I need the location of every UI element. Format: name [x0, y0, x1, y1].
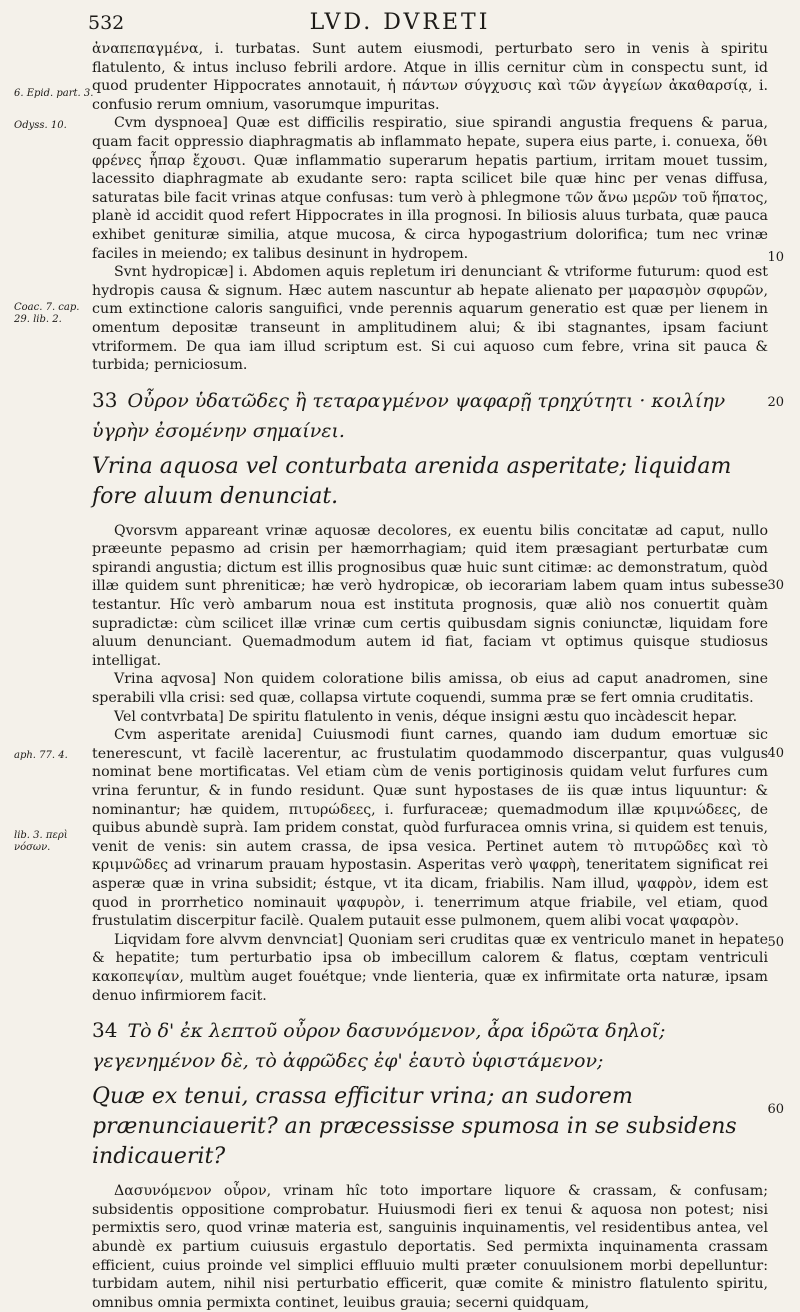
- paragraph: Δασυνόμενον οὖρον, vrinam hîc toto importare liquore & crassam, & confusam; subsidentis oppositione comprobatur. Huiusmodi fieri ex tenui & aquosa non potest; nisi permixtis sero, quod vrinæ materia est, sanguinis inquinamentis, vel residentibus antea, vel abundè ex partium cuiusuis ergastulo deportatis. Sed permixta inquinamenta crassam efficient, cuius proinde vel simplici effluuio multi præter conuulsionem morbi depelluntur: turbidam autem, nihil nisi perturbatio efficerit, quæ comite & ministro flatulento spiritu, omnibus omnia permixta continet, leuibus grauia; secerni quidquam,: [92, 1183, 768, 1311]
- greek-aphorism: Τὸ δ' ἐκ λεπτοῦ οὖρον δασυνόμενον, ἆρα ἱδρῶτα δηλοῖ; γεγενημένον δὲ, τὸ ἀφρῶδες ἐφ' ἑαυτὸ ὑφιστάμενον;: [92, 1020, 666, 1073]
- margin-note: aph. 77. 4.: [14, 750, 68, 761]
- line-number: 10: [767, 250, 784, 265]
- running-head: LVD. DVRETI: [309, 10, 491, 35]
- section-34-greek: [92, 1015, 768, 1076]
- paragraph: Qvorsvm appareant vrinæ aquosæ decolores, ex euentu bilis concitatæ ad caput, nullo præeunte pepasmo ad crisin per hæmorrhagiam; quid item præsagiant perturbatæ cum spirandi angustia; dictum est illis prognosibus quæ huic sunt citimæ: ac demonstratum, quòd illæ quidem sunt phreniticæ; hæ verò hydropicæ, ob iecorariam labem quam intus subesse testantur. Hîc verò ambarum noua est instituta prognosis, quæ aliò nos conuertit quàm supradictæ: cùm scilicet illæ vrinæ cum certis quibusdam signis coniunctæ, liquidam fore aluum denunciant. Quemadmodum autem id fiat, faciam vt optimus quisque studiosus intelligat.: [92, 522, 768, 669]
- line-number: 50: [767, 935, 784, 950]
- page-header: [0, 6, 800, 36]
- paragraph: Vrina aqvosa] Non quidem coloratione bilis amissa, ob eius ad caput anadromen, sine sperabili vlla crisi: sed quæ, collapsa virtute coquendi, summa præ se fert omnia cruditatis.: [92, 671, 768, 707]
- section-number: 33: [92, 387, 118, 412]
- greek-aphorism: Οὖρον ὑδατῶδες ἢ τεταραγμένον ψαφαρῇ τρηχύτητι · κοιλίην ὑγρὴν ἐσομένην σημαίνει.: [92, 389, 726, 442]
- paragraph: Cvm asperitate arenida] Cuiusmodi fiunt carnes, quando iam dudum emortuæ sic tenerescunt, vt facilè lacerentur, ac frustulatim quodammodo discerpantur, quas vulgus nominat bene mortificatas. Vel etiam cùm de venis portiginosis quidam velut furfures cum vrina feruntur, & in fundo residunt. Quæ sunt hypostases de iis quæ intus liquuntur: & nominantur; hæ quidem, πιτυρώδεες, i. furfuraceæ; quemadmodum illæ κριμνώδεες, de quibus abundè suprà. Iam pridem constat, quòd furfuracea omnis vrina, si quidem est tenuis, venit de venis: sin autem crassa, de ipsa vesica. Pertinet autem τὸ πιτυρῶδες καὶ τὸ κριμνῶδες ad vrinarum prauam hypostasin. Asperitas verò ψαφρὴ, teneritatem significat rei asperæ quæ in vrina subsidit; éstque, vt ita dicam, friabilis. Nam illud, ψαφρὸν, idem est quod in prorrhetico nominauit ψαφυρὸν, i. tenerrimum atque friabile, vel etiam, quod frustulatim discerpitur facilè. Qualem putauit esse pulmonem, quem alibi vocat ψαφαρὸν.: [92, 727, 768, 930]
- line-number: 20: [767, 395, 784, 410]
- main-text: [92, 40, 768, 1312]
- paragraph: Liqvidam fore alvvm denvnciat] Quoniam seri cruditas quæ ex ventriculo manet in hepate & hepatite; tum perturbatio ipsa ob imbecillum calorem & flatus, cœptam ventriculi κακοπεψίαν, multùm auget fouétque; vnde lienteria, quæ ex infirmitate orta naturæ, ipsam denuo infirmiorem facit.: [92, 931, 768, 1004]
- paragraph: Vel contvrbata] De spiritu flatulento in venis, déque insigni æstu quo incàdescit hepar.: [114, 708, 738, 725]
- line-number: 40: [767, 746, 784, 761]
- page-number: 532: [88, 12, 125, 34]
- line-number: 60: [767, 1102, 784, 1117]
- paragraph: Cvm dyspnoea] Quæ est difficilis respiratio, siue spirandi angustia frequens & parua, quam facit oppressio diaphragmatis ab inflammato hepate, supera eius parte, i. conuexa, ὅθι φρένες ἧπαρ ἔχουσι. Quæ inflammatio superarum hepatis partium, irritam mouet tussim, lacessito diaphragmate ab exudante sero: rapta scilicet bile quæ hinc per venas diffusa, saturatas bile facit vrinas atque confusas: tum verò à phlegmone τῶν ἄνω μερῶν τοῦ ἥπατος, planè id accidit quod refert Hippocrates in illa prognosi. In biliosis aluus turbata, quæ pauca exhibet genituræ similia, atque mucosa, & circa hypogastrium dolorifica; tum nec vrinæ faciles in meiendo; ex talibus desinunt in hydropem.: [92, 115, 768, 262]
- margin-note: Odyss. 10.: [14, 120, 67, 131]
- paragraph: Svnt hydropicæ] i. Abdomen aquis repletum iri denunciant & vtriforme futurum: quod est hydropis causa & signum. Hæc autem nascuntur ab hepate alienato per μαρασμὸν σφυρῶν, cum extinctione caloris sanguifici, vnde perennis aquarum generatio est quæ per lienem in omentum depositæ transeunt in amplitudinem alui; & ibi stagnantes, ipsam faciunt vtriformem. De qua iam illud scriptum est. Si cui aquoso cum febre, vrina sit pauca & turbida; perniciosum.: [92, 264, 768, 374]
- margin-note: 6. Epid. part. 3.: [14, 88, 94, 99]
- section-34-latin: Quæ ex tenui, crassa efficitur vrina; an sudorem prænunciauerit? an præcessisse spumosa in se subsidens indicauerit?: [92, 1084, 737, 1170]
- section-number: 34: [92, 1018, 118, 1043]
- paragraph: ἀναπεπαγμένα, i. turbatas. Sunt autem eiusmodi, perturbato sero in venis à spiritu flatulento, & intus incluso febrili ardore. Atque in illis cernitur cùm in conspectu sunt, id quod prudenter Hippocrates annotauit, ἡ πάντων σύγχυσις καὶ τῶν ἀγγείων ἀκαθαρσίᾳ, i. confusio rerum omnium, vasorumque impuritas.: [92, 41, 768, 113]
- margin-note: Coac. 7. cap. 29. lib. 2.: [14, 302, 80, 325]
- margin-note: lib. 3. περὶ νόσων.: [14, 830, 68, 853]
- line-number: 30: [767, 578, 784, 593]
- section-33-greek: [92, 385, 768, 446]
- section-33-latin: Vrina aquosa vel conturbata arenida asperitate; liquidam fore aluum denunciat.: [92, 453, 732, 509]
